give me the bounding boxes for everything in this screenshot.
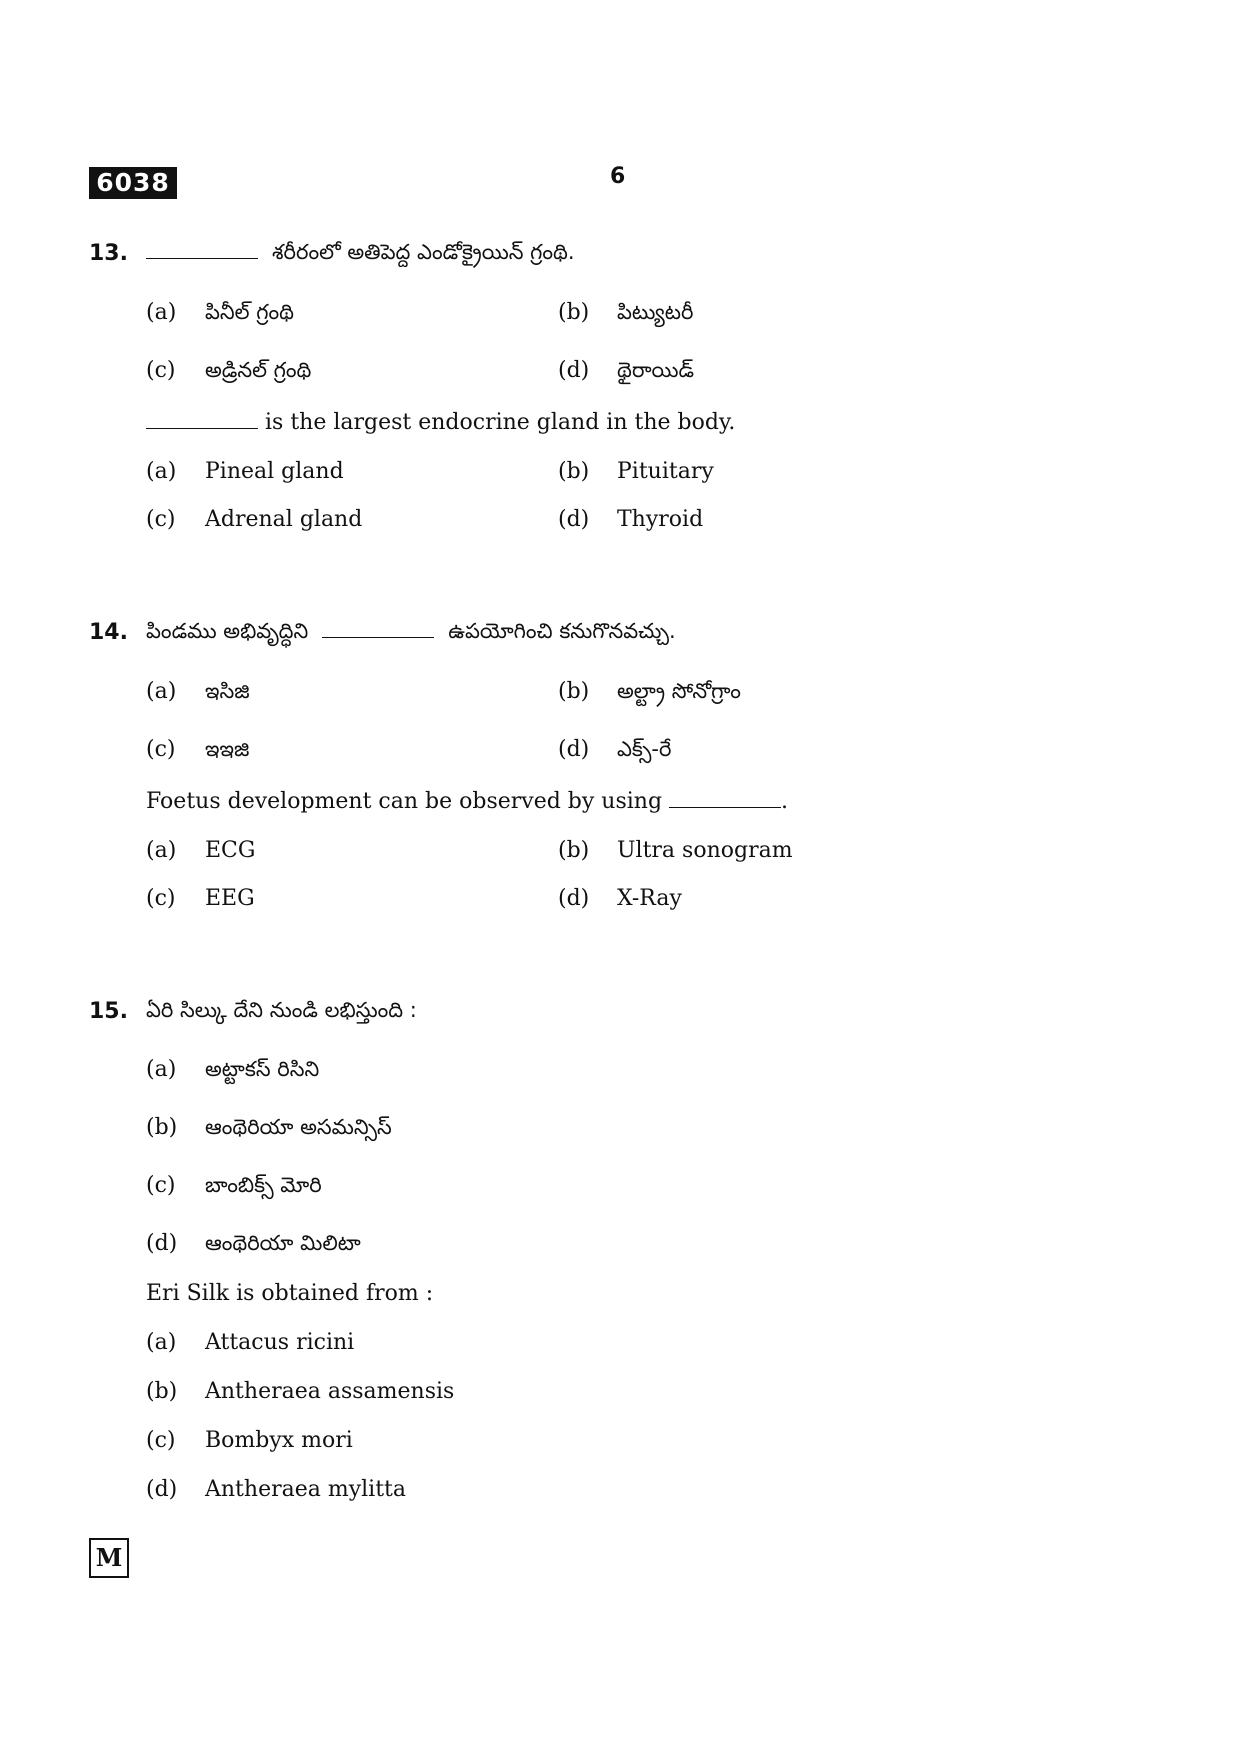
option-text: ఇఇజి <box>205 737 250 761</box>
answer-blank <box>322 623 434 638</box>
question-13-english-text: is the largest endocrine gland in the body. <box>265 410 736 435</box>
question-14-english-stem <box>146 789 788 814</box>
option-label: (c) <box>146 507 176 532</box>
question-14-english-period: . <box>781 789 789 814</box>
option-label: (b) <box>146 1115 178 1140</box>
option-text: అల్ట్రా సోనోగ్రాం <box>617 679 741 703</box>
question-14-telugu-text-end: ఉపయోగించి కనుగొనవచ్చు. <box>448 619 676 643</box>
option-label: (a) <box>146 300 177 325</box>
option-label: (d) <box>146 1231 178 1256</box>
option-text: అట్టాకస్ రిసిని <box>205 1057 320 1081</box>
option-text: ఆంథెరియా అసమన్సిస్ <box>205 1115 392 1139</box>
question-15-number: 15. <box>89 999 128 1024</box>
paper-code: 6038 <box>89 167 177 199</box>
option-label: (d) <box>146 1477 178 1502</box>
option-label: (c) <box>146 1173 176 1198</box>
option-label: (b) <box>558 838 590 863</box>
option-text: EEG <box>205 886 255 911</box>
option-text: బాంబిక్స్ మోరి <box>205 1173 322 1197</box>
option-text: Pituitary <box>617 459 714 484</box>
option-label: (b) <box>146 1379 178 1404</box>
option-label: (c) <box>146 737 176 762</box>
option-text: Bombyx mori <box>205 1428 353 1453</box>
option-label: (c) <box>146 358 176 383</box>
option-label: (a) <box>146 1330 177 1355</box>
option-text: Antheraea assamensis <box>205 1379 455 1404</box>
option-label: (a) <box>146 679 177 704</box>
option-text: ఎక్స్-రే <box>617 737 672 761</box>
question-13-telugu-text: శరీరంలో అతిపెద్ద ఎండోక్రైయిన్ గ్రంథి. <box>272 240 575 264</box>
question-13-telugu-stem <box>146 240 575 270</box>
question-15-english-stem: Eri Silk is obtained from : <box>146 1281 434 1306</box>
option-label: (b) <box>558 679 590 704</box>
option-label: (c) <box>146 1428 176 1453</box>
question-14-english-text: Foetus development can be observed by using <box>146 789 663 814</box>
question-14-telugu-text-start: పిండము అభివృద్ధిని <box>146 619 309 643</box>
page-number: 6 <box>610 164 626 189</box>
option-label: (c) <box>146 886 176 911</box>
option-text: ECG <box>205 838 256 863</box>
option-label: (a) <box>146 838 177 863</box>
answer-blank <box>146 414 258 429</box>
option-text: ఇసిజి <box>205 679 250 703</box>
option-label: (d) <box>558 737 590 762</box>
option-text: Pineal gland <box>205 459 344 484</box>
answer-blank <box>146 244 258 259</box>
option-label: (d) <box>558 507 590 532</box>
option-label: (d) <box>558 886 590 911</box>
option-label: (d) <box>558 358 590 383</box>
question-15-telugu-stem: ఏరి సిల్కు దేని నుండి లభిస్తుంది : <box>146 998 417 1022</box>
answer-blank <box>669 793 781 808</box>
question-14-telugu-stem <box>146 619 676 649</box>
option-text: Antheraea mylitta <box>205 1477 407 1502</box>
option-text: Adrenal gland <box>205 507 363 532</box>
option-text: Attacus ricini <box>205 1330 355 1355</box>
footer-mark: M <box>89 1538 129 1578</box>
option-text: ఆంథెరియా మిలిటా <box>205 1231 361 1255</box>
option-label: (a) <box>146 459 177 484</box>
question-14-number: 14. <box>89 620 128 645</box>
question-13-number: 13. <box>89 241 128 266</box>
option-text: X-Ray <box>617 886 682 911</box>
question-13-english-stem <box>146 410 735 435</box>
option-label: (b) <box>558 300 590 325</box>
option-text: పినీల్ గ్రంథి <box>205 300 294 324</box>
option-text: Thyroid <box>617 507 704 532</box>
option-text: పిట్యుటరీ <box>617 300 694 324</box>
option-label: (b) <box>558 459 590 484</box>
option-text: అడ్రినల్ గ్రంథి <box>205 358 312 382</box>
option-text: థైరాయిడ్ <box>617 358 695 382</box>
option-text: Ultra sonogram <box>617 838 793 863</box>
option-label: (a) <box>146 1057 177 1082</box>
